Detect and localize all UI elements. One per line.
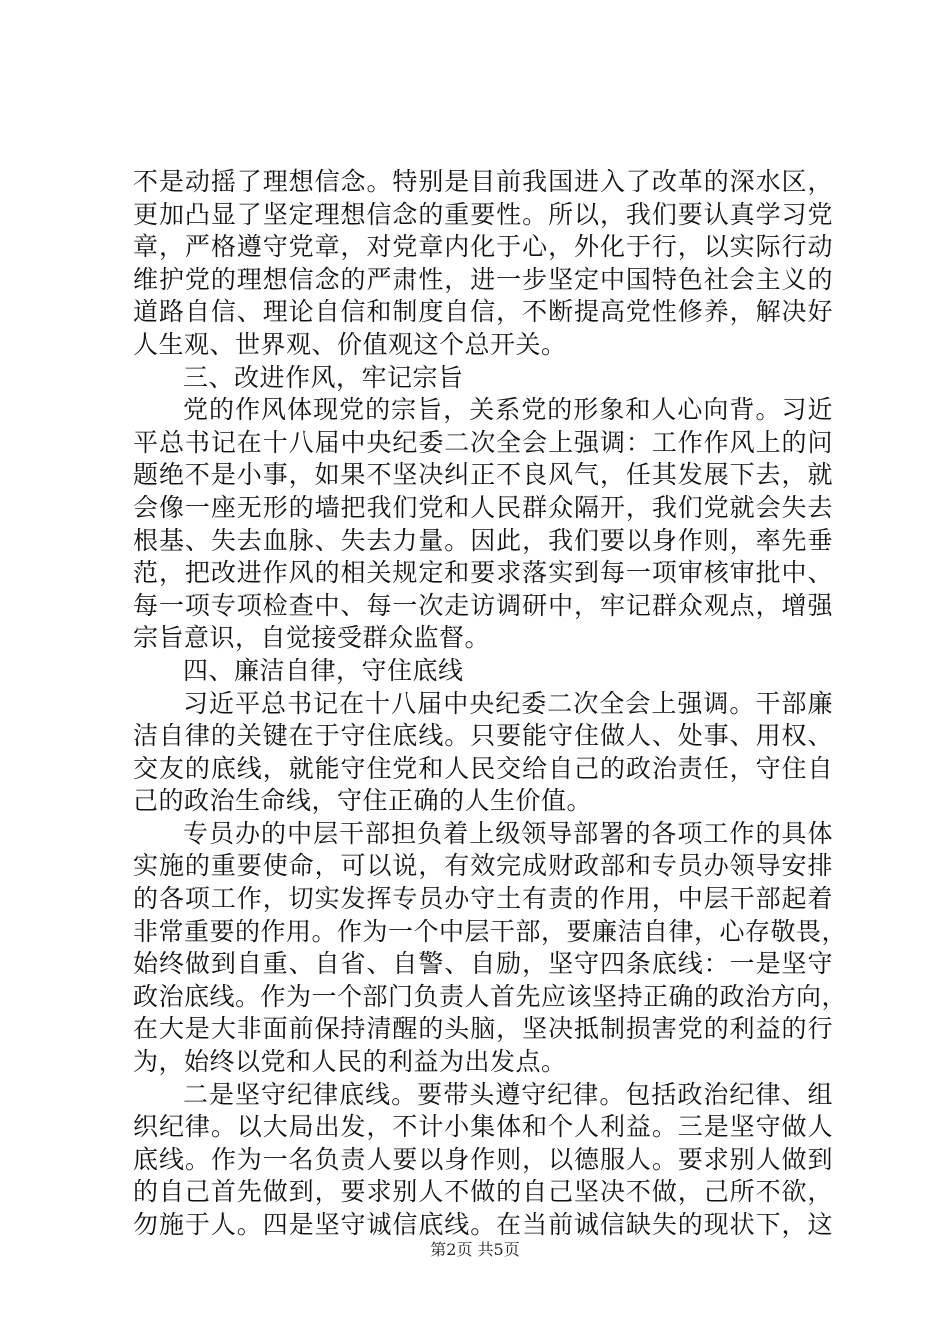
- text-line: 己的政治生命线，守住正确的人生价值。: [133, 786, 593, 816]
- text-line: 平总书记在十八届中央纪委二次全会上强调：工作作风上的问: [133, 427, 833, 457]
- text-line: 二是坚守纪律底线。要带头遵守纪律。包括政治纪律、组: [183, 1079, 833, 1109]
- text-line: 题绝不是小事，如果不坚决纠正不良风气，任其发展下去，就: [133, 460, 833, 490]
- text-line: 每一项专项检查中、每一次走访调研中，牢记群众观点，增强: [133, 590, 833, 620]
- text-line: 政治底线。作为一个部门负责人首先应该坚持正确的政治方向，: [133, 981, 848, 1011]
- text-line: 更加凸显了坚定理想信念的重要性。所以，我们要认真学习党: [133, 199, 833, 229]
- text-line: 非常重要的作用。作为一个中层干部，要廉洁自律，心存敬畏，: [133, 916, 848, 946]
- document-body: [133, 166, 848, 1242]
- text-line: 范，把改进作风的相关规定和要求落实到每一项审核审批中、: [133, 558, 833, 588]
- text-line: 专员办的中层干部担负着上级领导部署的各项工作的具体: [183, 818, 833, 848]
- text-line: 四、廉洁自律，守住底线: [183, 655, 464, 685]
- text-line: 实施的重要使命，可以说，有效完成财政部和专员办领导安排: [133, 851, 833, 881]
- text-line: 织纪律。以大局出发，不计小集体和个人利益。三是坚守做人: [133, 1112, 833, 1142]
- text-line: 勿施于人。四是坚守诚信底线。在当前诚信缺失的现状下，这: [133, 1210, 833, 1239]
- text-line: 的自己首先做到，要求别人不做的自己坚决不做，己所不欲，: [133, 1177, 833, 1207]
- page-footer: 第2页 共5页: [430, 1240, 520, 1259]
- text-line: 不是动摇了理想信念。特别是目前我国进入了改革的深水区，: [133, 167, 833, 196]
- text-line: 为，始终以党和人民的利益为出发点。: [133, 1047, 567, 1077]
- text-line: 维护党的理想信念的严肃性，进一步坚定中国特色社会主义的: [133, 264, 833, 294]
- text-line: 道路自信、理论自信和制度自信，不断提高党性修养，解决好: [133, 297, 833, 327]
- text-line: 章，严格遵守党章，对党章内化于心，外化于行，以实际行动: [133, 232, 833, 262]
- text-line: 会像一座无形的墙把我们党和人民群众隔开，我们党就会失去: [133, 492, 833, 522]
- text-line: 习近平总书记在十八届中央纪委二次全会上强调。干部廉: [183, 688, 833, 718]
- text-line: 洁自律的关键在于守住底线。只要能守住做人、处事、用权、: [133, 721, 833, 751]
- text-line: 交友的底线，就能守住党和人民交给自己的政治责任，守住自: [133, 753, 833, 783]
- text-line: 始终做到自重、自省、自警、自励，坚守四条底线：一是坚守: [133, 949, 833, 979]
- text-line: 宗旨意识，自觉接受群众监督。: [133, 623, 491, 653]
- text-line: 党的作风体现党的宗旨，关系党的形象和人心向背。习近: [183, 395, 833, 425]
- text-line: 在大是大非面前保持清醒的头脑，坚决抵制损害党的利益的行: [133, 1014, 833, 1044]
- text-line: 根基、失去血脉、失去力量。因此，我们要以身作则，率先垂: [133, 525, 833, 555]
- text-line: 底线。作为一名负责人要以身作则，以德服人。要求别人做到: [133, 1144, 833, 1174]
- text-line: 三、改进作风，牢记宗旨: [183, 362, 464, 392]
- text-line: 人生观、世界观、价值观这个总开关。: [133, 329, 567, 359]
- text-line: 的各项工作，切实发挥专员办守土有责的作用，中层干部起着: [133, 884, 833, 914]
